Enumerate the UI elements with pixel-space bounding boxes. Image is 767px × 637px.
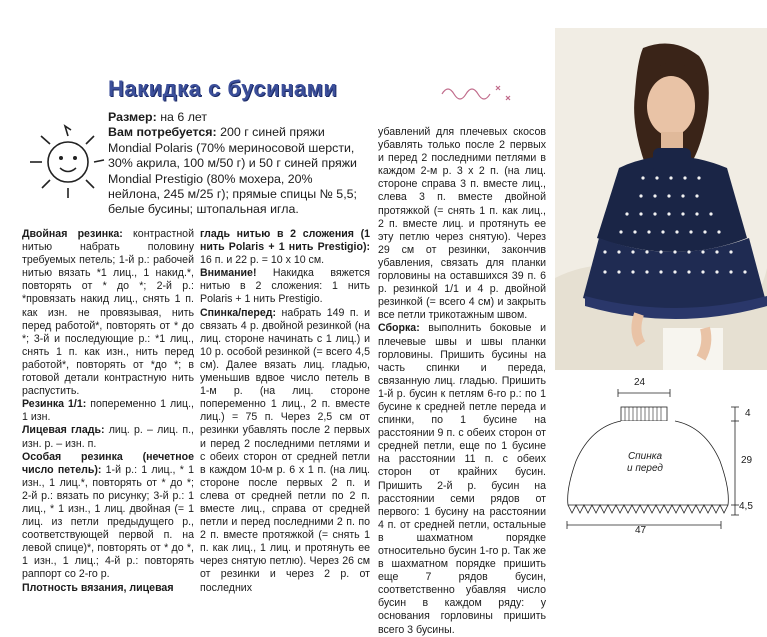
paragraph: Особая резинка (нечетное число петель): 1-й р.: 1 лиц., * 1 изн., 1 лиц.*, повторять от * до *; 2-й р.: вязать по рисунку; 3-й р.: 1 лиц., * 1 изн., 1 лиц. двойная (= 1 лиц. из петли предыдущего р., соответствующей первой п. на левой спице)*, повторять от * до *, 1 изн., 1 лиц.; 4-й р.: повторять раппорт со 2-го р.	[22, 450, 194, 581]
paragraph: Резинка 1/1: попеременно 1 лиц., 1 изн.	[22, 398, 195, 424]
dim-bottom-width: 47	[635, 525, 647, 536]
size-value: на 6 лет	[156, 110, 208, 124]
paragraph: Плотность вязания, лицевая	[22, 581, 174, 594]
dim-hem-height: 4,5	[739, 501, 753, 512]
pattern-diagram	[555, 377, 767, 545]
paragraph: Двойная резинка: контрастной нитью набрать половину требуемых петель; 1-й р.: рабочей нитью вязать *1 лиц., 1 накид.*, повторять от * до *; 2-й р.: *провязать накид лиц., снять 1 п. как изн. не провязывая, нить перед работой*, повторять от * до *; 3-й и последующие р.: *1 лиц., снять 1 п. как изн., нить перед работой*, повторять от *до *; в готовой детали контрастную нить распустить.	[22, 228, 194, 398]
text-column-1	[22, 228, 194, 595]
paragraph: Спинка/перед: набрать 149 п. и связать 4 р. двойной резинкой (на лиц. стороне начинать с 1 лиц.) и 10 р. особой резинкой (= всего 4,5 см). Далее вязать лиц. гладью, уменьшив вдвое число петель в 1-м р. (на лиц. стороне попеременно 1 лиц., 2 п. вместе лиц.) = 75 п. Через 2,5 см от резинки убавлять после 2 первых и перед 2 последними петлями и с обеих сторон от средней петли в каждом 10-м р. 6 х 1 п. (на лиц. стороне после первых 2 п. и слева от средней петли по 2 п. вместе лиц., справа от средней петли и перед последними 2 п. по 2 п. вместе протяжкой (= снять 1 п. как лиц., 1 лиц. и протянуть ее через снятую петлю). Через 26 см от резинки и через 2 р. от последних	[200, 306, 370, 594]
dim-top-width: 24	[634, 377, 646, 388]
page-title: Накидка с бусинами	[108, 76, 338, 101]
materials-value: 200 г синей пряжи Mondial Polaris (70% мериносовой шерсти, 30% акрила, 100 м/50 г) и 50 г синей пряжи Mondial Prestigio (80% мохера, 20% нейлона, 245 м/25 г); прямые спицы № 5,5; белые бусины; штопальная игла.	[108, 125, 357, 217]
paragraph: Сборка: выполнить боковые и плечевые швы и швы планки горловины. Пришить бусины на часть спинки и переда, связанную лиц. гладью. Пришить 1-й р. бусин к петлям 6-го р.: по 1 бусине к средней петле переда и спинки, по 1 бусине на расстоянии 9 п. с обеих сторон от средней петли, еще по 1 бусине на расстоянии 11 п. с обеих сторон от крайних бусин. Пришить 2-й р. бусин на расстоянии семи рядов от первого: 1 бусину на расстоянии 4 п. от средней петли, остальные в шахматном порядке относительно бусин 1-го р. Так же в шахматном порядке пришить еще 7 рядов бусин, соответственно убавляя число бусин в каждом ряду: у основания горловины пришить всего 3 бусины.	[378, 322, 546, 636]
text-column-2	[200, 228, 370, 595]
text-column-3	[378, 126, 546, 637]
dim-body-height: 29	[741, 455, 753, 466]
paragraph: убавлений для плечевых скосов убавлять только после 2 первых и перед 2 последними петлями в каждом 2-м р. 3 х 2 п. (на лиц. стороне справа 3 п. вместе лиц., слева 3 п. вместе двойной протяжкой (= снять 1 п. как лиц., 2 п. вместе лиц. и протянуть ее эту петлю через снятую). Через 29 см от резинки, закончив убавления, связать для планки горловины на оставшихся 39 п. 6 р. резинкой 1/1 и 4 р. двойной резинкой (= всего 4 см) и закрыть все петли трикотажным швом.	[378, 126, 546, 322]
paragraph: гладь нитью в 2 сложения (1 нить Polaris + 1 нить Prestigio): 16 п. и 22 р. = 10 х 10 см.	[200, 228, 370, 267]
paragraph: Лицевая гладь: лиц. р. – лиц. п., изн. р. – изн. п.	[22, 424, 194, 450]
size-label: Размер:	[108, 110, 157, 124]
dim-neck-height: 4	[745, 408, 751, 419]
decorative-swirl-icon	[440, 80, 520, 104]
diagram-label: Спинка и перед	[627, 451, 663, 474]
materials-label: Вам потребуется:	[108, 125, 217, 140]
intro-block	[108, 110, 368, 218]
sun-icon	[20, 118, 108, 202]
model-photo	[555, 28, 767, 370]
paragraph: Внимание! Накидка вяжется нитью в 2 сложения: 1 нить Polaris + 1 нить Prestigio.	[200, 267, 370, 306]
